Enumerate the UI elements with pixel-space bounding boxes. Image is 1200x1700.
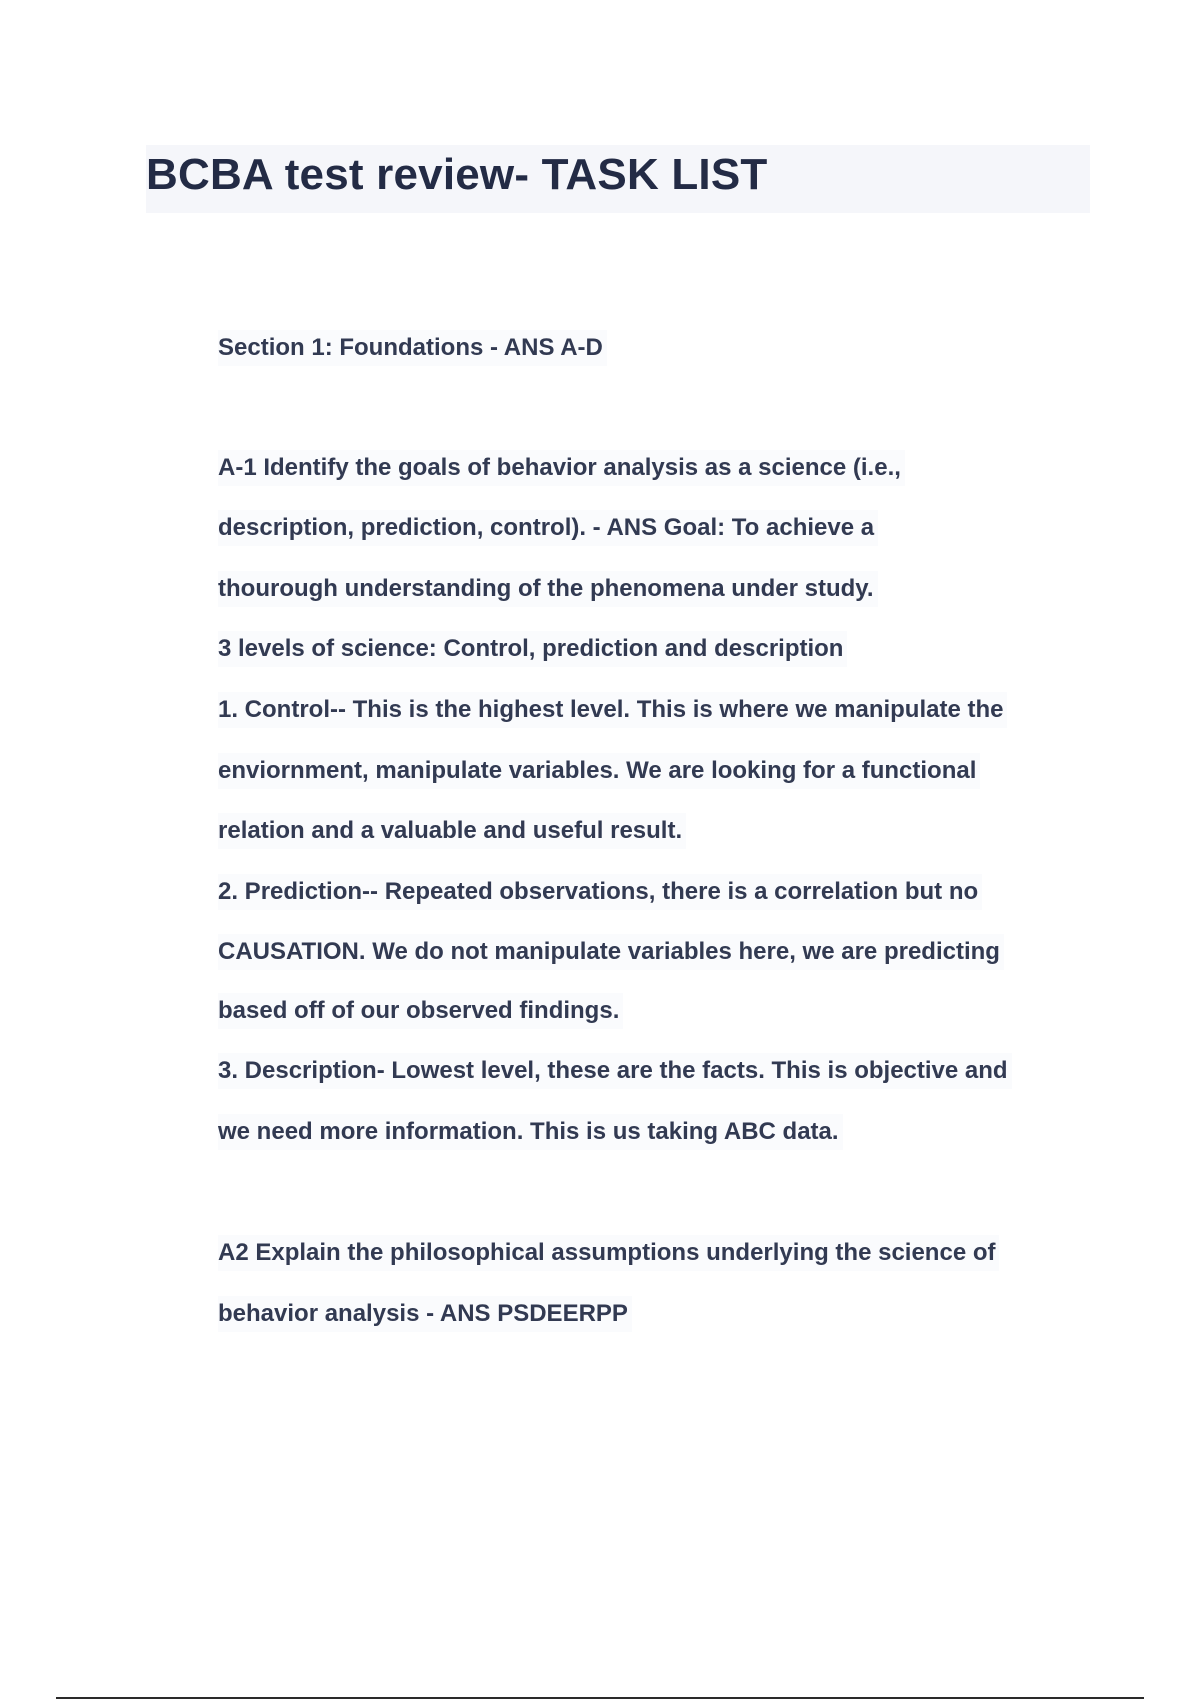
text-line: 3. Description- Lowest level, these are the facts. This is objective and [218, 1053, 1012, 1089]
text-line: based off of our observed findings. [218, 993, 623, 1029]
text-line: 1. Control-- This is the highest level. This is where we manipulate the [218, 692, 1007, 728]
text-line: enviornment, manipulate variables. We are looking for a functional [218, 753, 980, 789]
text-line: behavior analysis - ANS PSDEERPP [218, 1296, 632, 1332]
text-line: A2 Explain the philosophical assumptions underlying the science of [218, 1235, 999, 1271]
text-line: thourough understanding of the phenomena under study. [218, 571, 878, 607]
text-line: A-1 Identify the goals of behavior analysis as a science (i.e., [218, 450, 905, 486]
text-line: relation and a valuable and useful result. [218, 813, 686, 849]
text-line: 2. Prediction-- Repeated observations, there is a correlation but no [218, 874, 982, 910]
text-line: 3 levels of science: Control, prediction and description [218, 631, 847, 667]
page-title: BCBA test review- TASK LIST [146, 150, 768, 199]
text-line: description, prediction, control). - ANS Goal: To achieve a [218, 510, 878, 546]
text-line: CAUSATION. We do not manipulate variables here, we are predicting [218, 934, 1004, 970]
page-bottom-rule [56, 1697, 1144, 1699]
text-line: we need more information. This is us taking ABC data. [218, 1114, 843, 1150]
section-heading: Section 1: Foundations - ANS A-D [218, 330, 607, 366]
